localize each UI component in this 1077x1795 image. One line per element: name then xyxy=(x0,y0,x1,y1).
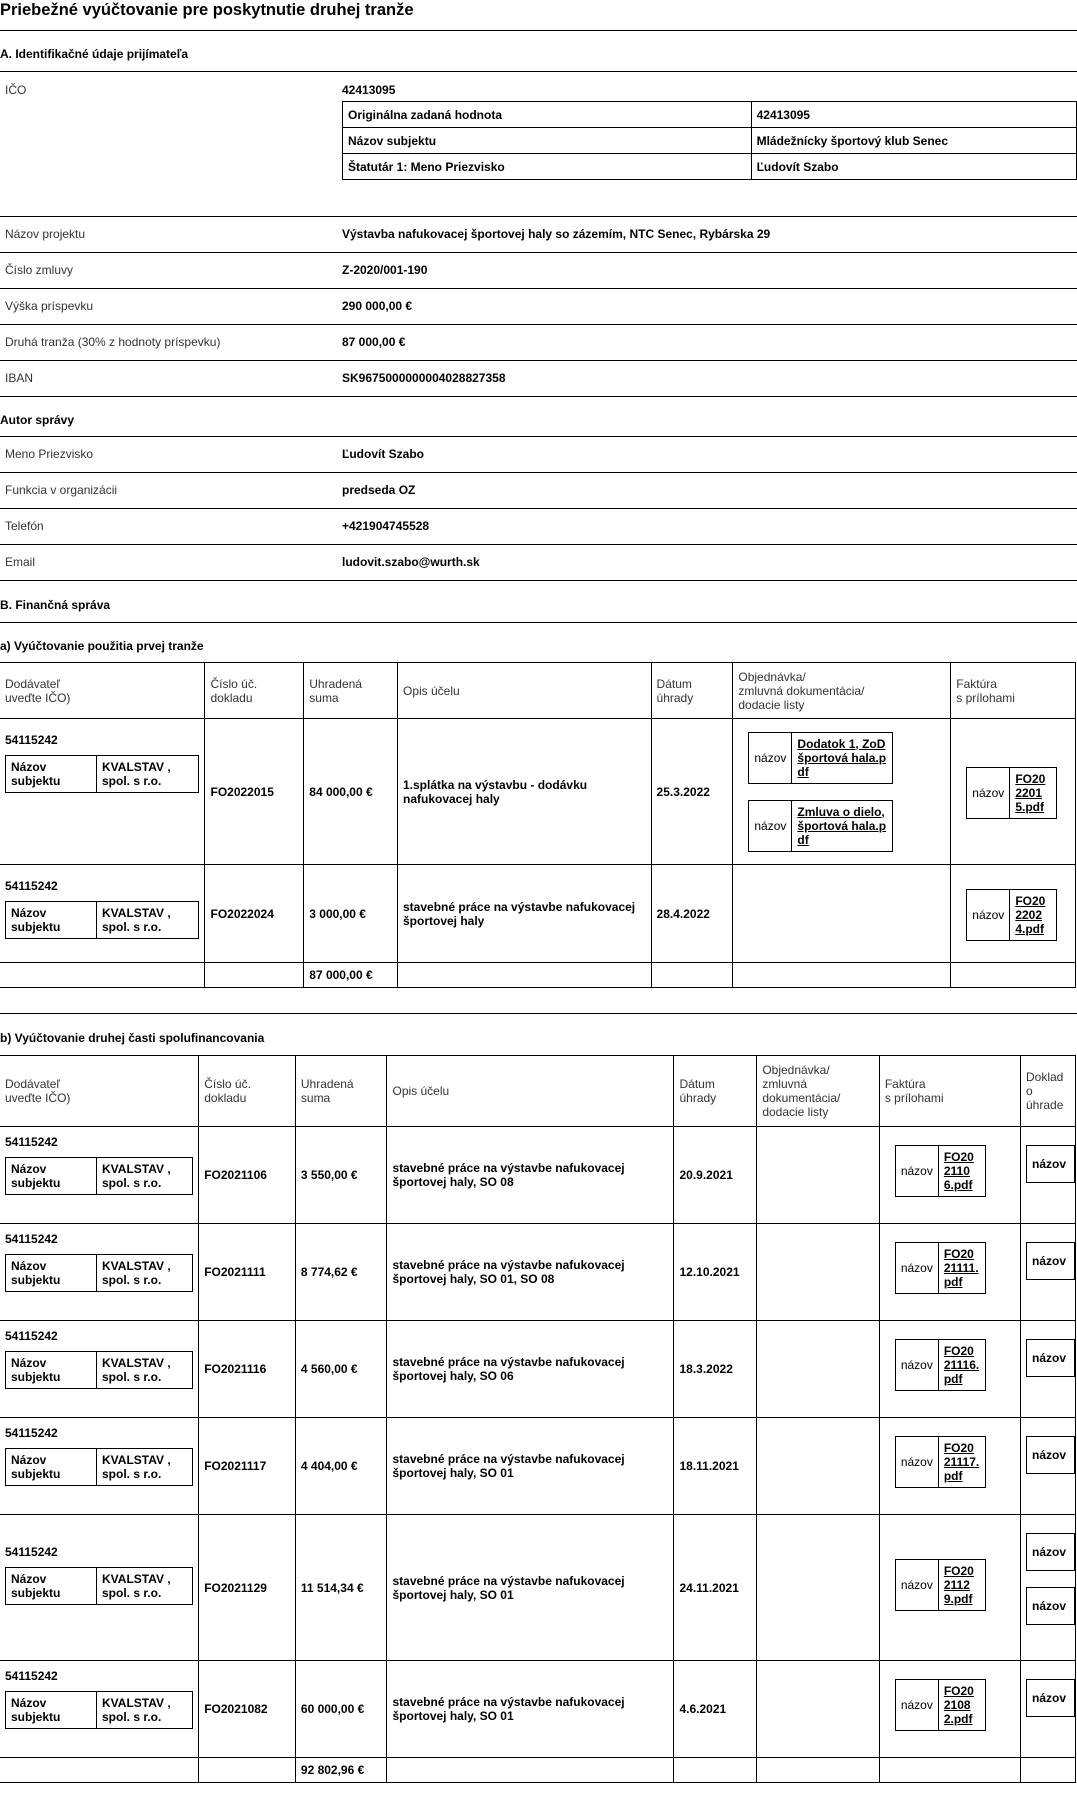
total-amount: 92 802,96 € xyxy=(295,1758,387,1783)
purpose: stavebné práce na výstavbe nafukovacej športovej haly, SO 01 xyxy=(387,1418,674,1515)
ico-check-row xyxy=(343,102,1077,128)
supplier-cell xyxy=(0,1418,199,1515)
supplier-name-table xyxy=(5,1691,193,1729)
page-title: Priebežné vyúčtovanie pre poskytnutie druhej tranže xyxy=(0,1,414,19)
payment-date: 18.3.2022 xyxy=(674,1321,757,1418)
part-b-heading: b) Vyúčtovanie druhej časti spolufinancovania xyxy=(0,1031,265,1045)
second-part-table xyxy=(0,1055,1076,1783)
table-row xyxy=(0,1321,1076,1418)
table-row xyxy=(0,719,1076,865)
divider xyxy=(0,71,1077,72)
payment-proof-label: názov xyxy=(1027,1146,1075,1183)
payment-date: 24.11.2021 xyxy=(674,1515,757,1661)
attachment-file-cell xyxy=(938,1680,985,1731)
ico-check-row xyxy=(343,128,1077,154)
paid-amount: 4 560,00 € xyxy=(295,1321,387,1418)
purpose: stavebné práce na výstavbe nafukovacej športovej haly, SO 06 xyxy=(387,1321,674,1418)
orders-cell xyxy=(757,1321,880,1418)
supplier-name-label: Názov subjektu xyxy=(6,1449,97,1486)
supplier-name-table xyxy=(5,1567,193,1605)
payment-proof-label: názov xyxy=(1027,1437,1075,1474)
section-a-heading: A. Identifikačné údaje prijímateľa xyxy=(0,47,189,61)
supplier-name: KVALSTAV , spol. s r.o. xyxy=(97,1158,193,1195)
invoice-cell xyxy=(879,1661,1020,1758)
column-header: Číslo úč. dokladu xyxy=(205,663,304,719)
supplier-name-label: Názov subjektu xyxy=(6,1255,97,1292)
attachment-link[interactable]: FO2021116.pdf xyxy=(943,1344,980,1386)
field-value: SK9675000000004028827358 xyxy=(342,371,506,385)
attachment-file-cell xyxy=(792,800,893,851)
payment-proof-cell xyxy=(1021,1661,1076,1758)
payment-proof-box xyxy=(1026,1679,1075,1717)
document-number: FO2021116 xyxy=(199,1321,296,1418)
paid-amount: 4 404,00 € xyxy=(295,1418,387,1515)
payment-date: 18.11.2021 xyxy=(674,1418,757,1515)
payment-proof-label: názov xyxy=(1027,1588,1075,1625)
divider xyxy=(0,580,1077,581)
orders-cell xyxy=(757,1224,880,1321)
field-label: Výška príspevku xyxy=(5,299,94,313)
payment-proof-box xyxy=(1026,1587,1075,1625)
payment-proof-label: názov xyxy=(1027,1534,1075,1571)
attachment-label: názov xyxy=(895,1437,938,1488)
attachment-label: názov xyxy=(895,1146,938,1197)
supplier-ico: 54115242 xyxy=(5,1426,58,1440)
field-value: Z-2020/001-190 xyxy=(342,263,428,277)
supplier-name: KVALSTAV , spol. s r.o. xyxy=(97,756,199,793)
divider xyxy=(0,360,1077,361)
divider xyxy=(0,544,1077,545)
supplier-name: KVALSTAV , spol. s r.o. xyxy=(97,1692,193,1729)
field-value: 87 000,00 € xyxy=(342,335,406,349)
table-row xyxy=(0,1418,1076,1515)
ico-check-label: Štatutár 1: Meno Priezvisko xyxy=(343,154,752,180)
payment-proof-box xyxy=(1026,1242,1075,1280)
supplier-name: KVALSTAV , spol. s r.o. xyxy=(97,1449,193,1486)
part-a-heading: a) Vyúčtovanie použitia prvej tranže xyxy=(0,639,204,653)
supplier-name-table xyxy=(5,1254,193,1292)
empty-cell xyxy=(199,1758,296,1783)
attachment-label: názov xyxy=(749,732,792,783)
ico-check-table xyxy=(342,101,1077,180)
document-number: FO2021082 xyxy=(199,1661,296,1758)
ico-check-value: Ľudovít Szabo xyxy=(751,154,1076,180)
paid-amount: 11 514,34 € xyxy=(295,1515,387,1661)
attachment-file-cell xyxy=(938,1437,985,1488)
column-header: Uhradená suma xyxy=(295,1056,387,1127)
attachment-box xyxy=(895,1145,986,1197)
divider xyxy=(0,622,1077,623)
total-row xyxy=(0,963,1076,988)
supplier-name-label: Názov subjektu xyxy=(6,1692,97,1729)
attachment-link[interactable]: Zmluva o dielo, športová hala.pdf xyxy=(797,804,887,847)
payment-proof-cell xyxy=(1021,1127,1076,1224)
attachment-label: názov xyxy=(967,768,1010,819)
supplier-name-label: Názov subjektu xyxy=(6,756,97,793)
purpose: 1.splátka na výstavbu - dodávku nafukovacej haly xyxy=(398,719,652,865)
attachment-box xyxy=(895,1339,986,1391)
field-label: Meno Priezvisko xyxy=(5,447,94,461)
table-row xyxy=(0,1127,1076,1224)
supplier-ico: 54115242 xyxy=(5,1329,58,1343)
supplier-cell xyxy=(0,1224,199,1321)
attachment-file-cell xyxy=(938,1146,985,1197)
table-row xyxy=(0,865,1076,963)
field-value: Ľudovít Szabo xyxy=(342,447,424,461)
attachment-label: názov xyxy=(895,1243,938,1294)
ico-check-label: Originálna zadaná hodnota xyxy=(343,102,752,128)
supplier-cell xyxy=(0,1661,199,1758)
paid-amount: 3 000,00 € xyxy=(304,865,398,963)
table-row xyxy=(0,1224,1076,1321)
field-value: Výstavba nafukovacej športovej haly so zázemím, NTC Senec, Rybárska 29 xyxy=(342,227,771,241)
invoice-cell xyxy=(879,1515,1020,1661)
document-number: FO2021106 xyxy=(199,1127,296,1224)
column-header: Opis účelu xyxy=(387,1056,674,1127)
column-header: Číslo úč. dokladu xyxy=(199,1056,296,1127)
payment-proof-label: názov xyxy=(1027,1340,1075,1377)
supplier-name-table xyxy=(5,1157,193,1195)
field-value: predseda OZ xyxy=(342,483,416,497)
payment-date: 20.9.2021 xyxy=(674,1127,757,1224)
invoice-cell xyxy=(879,1127,1020,1224)
divider xyxy=(0,436,1077,437)
supplier-cell xyxy=(0,1515,199,1661)
field-value: +421904745528 xyxy=(342,519,430,533)
total-amount: 87 000,00 € xyxy=(304,963,398,988)
payment-proof-cell xyxy=(1021,1224,1076,1321)
attachment-link[interactable]: FO2021129.pdf xyxy=(943,1564,974,1606)
purpose: stavebné práce na výstavbe nafukovacej športovej haly, SO 08 xyxy=(387,1127,674,1224)
supplier-ico: 54115242 xyxy=(5,1669,58,1683)
purpose: stavebné práce na výstavbe nafukovacej športovej haly, SO 01, SO 08 xyxy=(387,1224,674,1321)
payment-proof-label: názov xyxy=(1027,1243,1075,1280)
ico-value: 42413095 xyxy=(342,83,396,97)
attachment-link[interactable]: FO2022024.pdf xyxy=(1015,894,1046,936)
supplier-name-label: Názov subjektu xyxy=(6,1158,97,1195)
divider xyxy=(0,472,1077,473)
column-header: Dátum úhrady xyxy=(674,1056,757,1127)
attachment-box xyxy=(748,800,893,852)
payment-proof-box xyxy=(1026,1436,1075,1474)
supplier-cell xyxy=(0,1321,199,1418)
field-value: ludovit.szabo@wurth.sk xyxy=(342,555,480,569)
supplier-ico: 54115242 xyxy=(5,1545,58,1559)
payment-proof-box xyxy=(1026,1533,1075,1571)
supplier-name: KVALSTAV , spol. s r.o. xyxy=(97,1255,193,1292)
invoice-cell xyxy=(879,1418,1020,1515)
ico-check-row xyxy=(343,154,1077,180)
empty-cell xyxy=(733,963,951,988)
orders-cell xyxy=(757,1127,880,1224)
supplier-name: KVALSTAV , spol. s r.o. xyxy=(97,1568,193,1605)
column-header: Faktúra s prílohami xyxy=(879,1056,1020,1127)
attachment-box xyxy=(895,1436,986,1488)
attachment-link[interactable]: Dodatok 1, ZoD športová hala.pdf xyxy=(797,736,887,779)
supplier-ico: 54115242 xyxy=(5,1232,58,1246)
supplier-name-table xyxy=(5,1448,193,1486)
orders-cell xyxy=(757,1661,880,1758)
attachment-link[interactable]: FO2022015.pdf xyxy=(1015,772,1046,814)
invoice-cell xyxy=(879,1224,1020,1321)
attachment-link[interactable]: FO2021082.pdf xyxy=(943,1684,974,1726)
total-row xyxy=(0,1758,1076,1783)
supplier-name-table xyxy=(5,901,199,939)
divider xyxy=(0,252,1077,253)
document-number: FO2022015 xyxy=(205,719,304,865)
attachment-box xyxy=(895,1559,986,1611)
field-label: IBAN xyxy=(5,371,34,385)
empty-cell xyxy=(674,1758,757,1783)
empty-cell xyxy=(0,963,205,988)
payment-date: 28.4.2022 xyxy=(651,865,733,963)
field-label: Druhá tranža (30% z hodnoty príspevku) xyxy=(5,335,221,349)
section-b-heading: B. Finančná správa xyxy=(0,598,111,612)
column-header: Dodávateľ uveďte IČO) xyxy=(0,663,205,719)
orders-cell xyxy=(733,865,951,963)
attachment-link[interactable]: FO2021111.pdf xyxy=(943,1247,979,1289)
attachment-file-cell xyxy=(1010,890,1057,941)
attachment-file-cell xyxy=(1010,768,1057,819)
field-label: Telefón xyxy=(5,519,44,533)
invoice-cell xyxy=(951,865,1076,963)
empty-cell xyxy=(879,1758,1020,1783)
table-row xyxy=(0,1515,1076,1661)
payment-proof-cell xyxy=(1021,1515,1076,1661)
ico-label: IČO xyxy=(5,83,27,97)
empty-cell xyxy=(651,963,733,988)
payment-proof-box xyxy=(1026,1339,1075,1377)
empty-cell xyxy=(951,963,1076,988)
paid-amount: 3 550,00 € xyxy=(295,1127,387,1224)
supplier-name: KVALSTAV , spol. s r.o. xyxy=(97,1352,193,1389)
invoice-cell xyxy=(951,719,1076,865)
payment-proof-box xyxy=(1026,1145,1075,1183)
supplier-ico: 54115242 xyxy=(5,1135,58,1149)
divider xyxy=(0,508,1077,509)
supplier-cell xyxy=(0,719,205,865)
column-header: Uhradená suma xyxy=(304,663,398,719)
attachment-box xyxy=(966,767,1057,819)
column-header: Dodávateľ uveďte IČO) xyxy=(0,1056,199,1127)
first-tranche-table xyxy=(0,662,1076,988)
empty-cell xyxy=(205,963,304,988)
attachment-box xyxy=(966,889,1057,941)
attachment-label: názov xyxy=(967,890,1010,941)
supplier-name-label: Názov subjektu xyxy=(6,902,97,939)
empty-cell xyxy=(1021,1758,1076,1783)
supplier-name-label: Názov subjektu xyxy=(6,1568,97,1605)
attachment-box xyxy=(895,1242,986,1294)
payment-date: 12.10.2021 xyxy=(674,1224,757,1321)
orders-cell xyxy=(733,719,951,865)
document-number: FO2021111 xyxy=(199,1224,296,1321)
column-header: Dátum úhrady xyxy=(651,663,733,719)
invoice-cell xyxy=(879,1321,1020,1418)
field-label: Číslo zmluvy xyxy=(5,263,74,277)
orders-cell xyxy=(757,1515,880,1661)
document-number: FO2021129 xyxy=(199,1515,296,1661)
orders-cell xyxy=(757,1418,880,1515)
supplier-name-table xyxy=(5,755,199,793)
field-label: Názov projektu xyxy=(5,227,86,241)
supplier-ico: 54115242 xyxy=(5,733,58,747)
field-value: 290 000,00 € xyxy=(342,299,413,313)
divider xyxy=(0,216,1077,217)
divider xyxy=(0,324,1077,325)
ico-check-value: 42413095 xyxy=(751,102,1076,128)
attachment-label: názov xyxy=(895,1680,938,1731)
author-heading: Autor správy xyxy=(0,413,75,427)
attachment-link[interactable]: FO2021117.pdf xyxy=(943,1441,980,1483)
attachment-label: názov xyxy=(895,1560,938,1611)
field-label: Funkcia v organizácii xyxy=(5,483,118,497)
ico-check-label: Názov subjektu xyxy=(343,128,752,154)
supplier-name: KVALSTAV , spol. s r.o. xyxy=(97,902,199,939)
paid-amount: 84 000,00 € xyxy=(304,719,398,865)
attachment-label: názov xyxy=(895,1340,938,1391)
payment-proof-cell xyxy=(1021,1321,1076,1418)
attachment-file-cell xyxy=(938,1243,985,1294)
table-row xyxy=(0,1661,1076,1758)
attachment-link[interactable]: FO2021106.pdf xyxy=(943,1150,974,1192)
attachment-file-cell xyxy=(792,732,893,783)
payment-date: 4.6.2021 xyxy=(674,1661,757,1758)
empty-cell xyxy=(398,963,652,988)
supplier-cell xyxy=(0,1127,199,1224)
paid-amount: 60 000,00 € xyxy=(295,1661,387,1758)
column-header: Objednávka/ zmluvná dokumentácia/ dodacie listy xyxy=(733,663,951,719)
attachment-box xyxy=(748,732,893,784)
document-number: FO2022024 xyxy=(205,865,304,963)
column-header: Opis účelu xyxy=(398,663,652,719)
empty-cell xyxy=(757,1758,880,1783)
attachment-label: názov xyxy=(749,800,792,851)
supplier-cell xyxy=(0,865,205,963)
column-header: Objednávka/ zmluvná dokumentácia/ dodacie listy xyxy=(757,1056,880,1127)
empty-cell xyxy=(0,1758,199,1783)
payment-date: 25.3.2022 xyxy=(651,719,733,865)
ico-check-value: Mládežnícky športový klub Senec xyxy=(751,128,1076,154)
supplier-name-label: Názov subjektu xyxy=(6,1352,97,1389)
attachment-file-cell xyxy=(938,1560,985,1611)
divider xyxy=(0,396,1077,397)
divider xyxy=(0,30,1077,31)
payment-proof-cell xyxy=(1021,1418,1076,1515)
purpose: stavebné práce na výstavbe nafukovacej športovej haly xyxy=(398,865,652,963)
document-number: FO2021117 xyxy=(199,1418,296,1515)
purpose: stavebné práce na výstavbe nafukovacej športovej haly, SO 01 xyxy=(387,1661,674,1758)
supplier-ico: 54115242 xyxy=(5,879,58,893)
purpose: stavebné práce na výstavbe nafukovacej športovej haly, SO 01 xyxy=(387,1515,674,1661)
attachment-file-cell xyxy=(938,1340,985,1391)
supplier-name-table xyxy=(5,1351,193,1389)
field-label: Email xyxy=(5,555,36,569)
divider xyxy=(0,288,1077,289)
column-header: Doklad o úhrade xyxy=(1021,1056,1076,1127)
payment-proof-label: názov xyxy=(1027,1680,1075,1717)
paid-amount: 8 774,62 € xyxy=(295,1224,387,1321)
divider xyxy=(0,1013,1077,1014)
column-header: Faktúra s prílohami xyxy=(951,663,1076,719)
attachment-box xyxy=(895,1679,986,1731)
empty-cell xyxy=(387,1758,674,1783)
